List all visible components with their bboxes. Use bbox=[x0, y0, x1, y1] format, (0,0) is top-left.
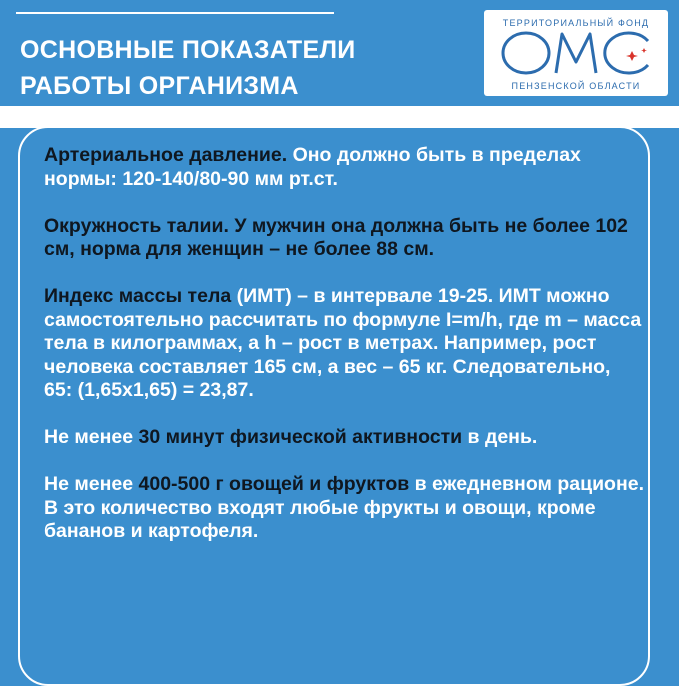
logo-small-star-icon bbox=[641, 48, 647, 53]
item-blood-pressure-text: Оно должно быть в пределах нормы: 120-140/80-90 мм рт.ст. bbox=[44, 144, 581, 190]
item-bmi-text: (ИМТ) – в интервале 19-25. ИМТ можно самостоятельно рассчитать по формуле I=m/h, где m – масса тела в килограммах, а h – рост в метрах. Например, рост человека составляет 165 см, а вес – 65 кг. Следовательно, 65: (1,65х1,65) = 23,87. bbox=[44, 285, 642, 401]
logo-top-text: ТЕРРИТОРИАЛЬНЫЙ ФОНД bbox=[502, 18, 650, 28]
page-title-line-1: ОСНОВНЫЕ ПОКАЗАТЕЛИ bbox=[20, 36, 356, 64]
logo-oms-mark bbox=[498, 28, 654, 78]
item-waist bbox=[44, 215, 644, 262]
item-vegetables-part-1: Не менее bbox=[44, 473, 139, 495]
item-vegetables-label: овощей и фруктов bbox=[229, 473, 410, 495]
logo-letter-m bbox=[556, 34, 596, 73]
item-blood-pressure bbox=[44, 144, 644, 191]
item-activity-label: физической активности bbox=[229, 426, 463, 448]
item-activity-part-2: в день. bbox=[462, 426, 538, 448]
item-bmi bbox=[44, 285, 644, 403]
page-title-line-2: РАБОТЫ ОРГАНИЗМА bbox=[20, 72, 299, 100]
item-vegetables bbox=[44, 473, 644, 544]
logo-bottom-text: ПЕНЗЕНСКОЙ ОБЛАСТИ bbox=[511, 81, 641, 91]
logo-letter-c bbox=[605, 33, 648, 73]
content-text bbox=[44, 144, 644, 567]
item-vegetables-amount: 400-500 г bbox=[138, 473, 224, 495]
item-waist-text: Окружность талии. У мужчин она должна быть не более 102 см, норма для женщин – не более 88 см. bbox=[44, 214, 628, 260]
top-decorative-line bbox=[16, 12, 334, 14]
item-vegetables-part-2: в ежедневном рационе. В это количество входят любые фрукты и овощи, кроме бананов и картофеля. bbox=[44, 473, 645, 542]
logo-letter-o bbox=[503, 33, 549, 73]
logo-star-icon bbox=[626, 51, 638, 61]
item-bmi-label: Индекс массы тела bbox=[44, 285, 232, 307]
item-activity-minutes: 30 минут bbox=[138, 426, 225, 448]
white-band bbox=[0, 106, 679, 128]
item-blood-pressure-label: Артериальное давление. bbox=[44, 144, 288, 166]
item-activity-part-1: Не менее bbox=[44, 426, 139, 448]
item-activity bbox=[44, 426, 644, 450]
tfoms-logo bbox=[484, 10, 668, 96]
page-title bbox=[20, 32, 356, 104]
